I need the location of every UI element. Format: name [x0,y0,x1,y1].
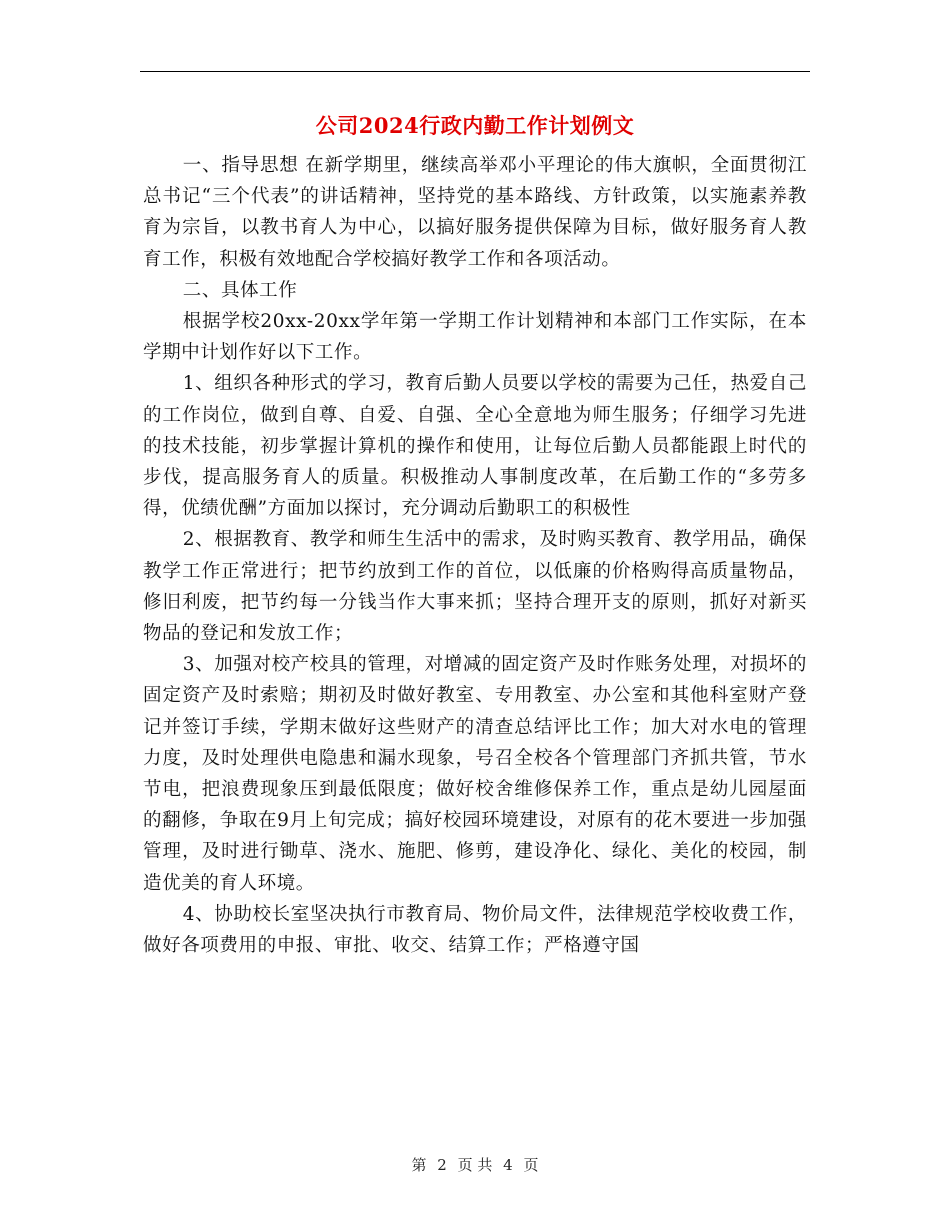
page-footer [0,1153,950,1177]
footer-page-number: 2 [437,1156,447,1174]
paragraph-item-2: 2、根据教育、教学和师生生活中的需求，及时购买教育、教学用品，确保教学工作正常进行；把节约放到工作的首位，以低廉的价格购得高质量物品，修旧利废，把节约每一分钱当作大事来抓；坚持合理开支的原则，抓好对新买物品的登记和发放工作； [143,529,807,645]
footer-total-pages: 4 [503,1156,513,1174]
paragraph-item-4: 4、协助校长室坚决执行市教育局、物价局文件，法律规范学校收费工作，做好各项费用的申报、审批、收交、结算工作；严格遵守国 [143,903,807,957]
footer-prefix: 第 [411,1156,427,1174]
footer-middle: 页 共 [457,1156,493,1174]
document-body [143,150,807,961]
document-title: 公司2024行政内勤工作计划例文 [315,113,635,138]
paragraph-section-heading: 二、具体工作 [182,279,298,301]
footer-suffix: 页 [523,1156,539,1174]
paragraph-intro: 根据学校20xx-20xx学年第一学期工作计划精神和本部门工作实际，在本学期中计划作好以下工作。 [143,311,807,364]
header-rule [140,71,810,72]
paragraph-item-3: 3、加强对校产校具的管理，对增减的固定资产及时作账务处理，对损坏的固定资产及时索赔；期初及时做好教室、专用教室、办公室和其他科室财产登记并签订手续，学期末做好这些财产的清查总结评比工作；加大对水电的管理力度，及时处理供电隐患和漏水现象，号召全校各个管理部门齐抓共管，节水节电，把浪费现象压到最低限度；做好校舍维修保养工作，重点是幼儿园屋面的翻修，争取在9月上旬完成；搞好校园环境建设，对原有的花木要进一步加强管理，及时进行锄草、浇水、施肥、修剪，建设净化、绿化、美化的校园，制造优美的育人环境。 [143,654,807,894]
paragraph-guiding-thought: 一、指导思想 在新学期里，继续高举邓小平理论的伟大旗帜，全面贯彻江总书记“三个代表”的讲话精神，坚持党的基本路线、方针政策，以实施素养教育为宗旨，以教书育人为中心，以搞好服务提供保障为目标，做好服务育人教育工作，积极有效地配合学校搞好教学工作和各项活动。 [143,155,807,270]
paragraph-item-1: 1、组织各种形式的学习，教育后勤人员要以学校的需要为己任，热爱自己的工作岗位，做到自尊、自爱、自强、全心全意地为师生服务；仔细学习先进的技术技能，初步掌握计算机的操作和使用，让每位后勤人员都能跟上时代的步伐，提高服务育人的质量。积极推动人事制度改革，在后勤工作的“多劳多得，优绩优酬”方面加以探讨，充分调动后勤职工的积极性 [143,373,807,520]
